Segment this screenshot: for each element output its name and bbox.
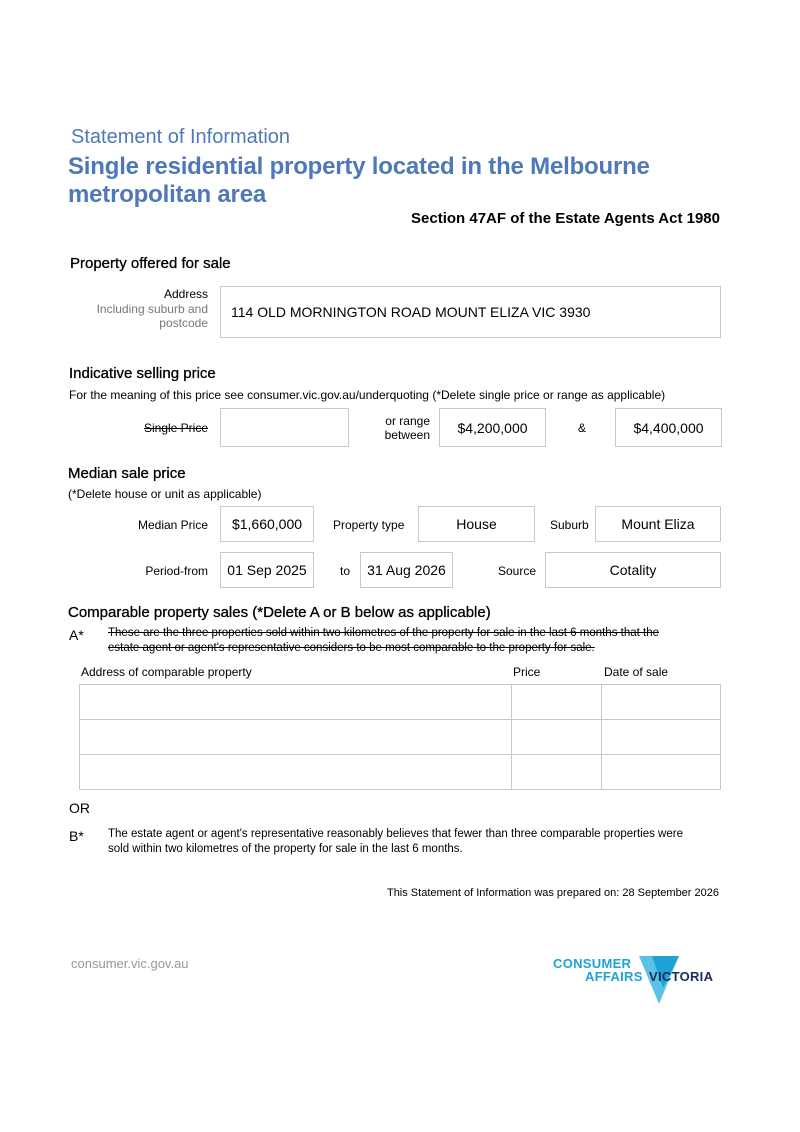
property-heading: Property offered for sale: [70, 255, 231, 272]
suburb-field[interactable]: [595, 506, 721, 542]
address-value: 114 OLD MORNINGTON ROAD MOUNT ELIZA VIC 3930: [231, 304, 591, 320]
range-low-value: $4,200,000: [457, 419, 528, 436]
option-b-text-line1: The estate agent or agent's representative reasonably believes that fewer than three comparable properties were: [108, 828, 683, 840]
comparable-table: [79, 684, 721, 790]
comp-address-cell[interactable]: [80, 720, 512, 755]
table-row: [80, 720, 721, 755]
act-reference: Section 47AF of the Estate Agents Act 1980: [411, 210, 720, 227]
comp-price-cell[interactable]: [512, 720, 602, 755]
doc-title: Statement of Information: [71, 126, 291, 148]
range-label-1: or range: [385, 414, 430, 428]
comp-address-cell[interactable]: [80, 755, 512, 790]
range-high-value: $4,400,000: [633, 419, 704, 436]
period-to-label: to: [340, 564, 351, 578]
indicative-note: For the meaning of this price see consumer.vic.gov.au/underquoting (*Delete single price or range as applicable): [69, 388, 666, 402]
logo-victoria-text: VICTORIA: [649, 969, 714, 984]
median-price-value: $1,660,000: [231, 516, 303, 532]
option-a-marker: A*: [69, 627, 84, 643]
single-price-field[interactable]: [220, 408, 349, 447]
median-note: (*Delete house or unit as applicable): [68, 487, 262, 501]
period-from-value: 01 Sep 2025: [227, 562, 307, 578]
property-type-label: Property type: [333, 518, 405, 532]
table-row: [80, 685, 721, 720]
period-to-value: 31 Aug 2026: [367, 562, 446, 578]
or-separator: OR: [69, 800, 90, 816]
comp-date-cell[interactable]: [602, 755, 721, 790]
period-to-field[interactable]: [360, 552, 453, 588]
prepared-date: This Statement of Information was prepared on: 28 September 2026: [386, 887, 719, 899]
range-low-field[interactable]: [439, 408, 546, 447]
property-type-value: House: [456, 516, 497, 532]
address-sublabel-1: Including suburb and: [96, 302, 208, 316]
logo-affairs-text: AFFAIRS: [585, 969, 643, 984]
col-header-price: Price: [513, 665, 541, 679]
doc-subtitle-line2: metropolitan area: [68, 181, 266, 208]
median-price-field[interactable]: [220, 506, 314, 542]
suburb-value: Mount Eliza: [621, 516, 695, 532]
median-price-label: Median Price: [137, 518, 208, 532]
option-a-text-line1: These are the three properties sold within two kilometres of the property for sale in the last 6 months that the: [108, 627, 660, 639]
table-row: [80, 755, 721, 790]
col-header-address: Address of comparable property: [81, 665, 252, 679]
range-high-field[interactable]: [615, 408, 722, 447]
address-sublabel-2: postcode: [159, 316, 208, 330]
option-b-text-line2: sold within two kilometres of the property for sale in the last 6 months.: [108, 843, 463, 855]
consumer-affairs-victoria-logo: [551, 954, 723, 1006]
comp-address-cell[interactable]: [80, 685, 512, 720]
comparable-heading: Comparable property sales (*Delete A or B below as applicable): [68, 604, 491, 621]
comp-price-cell[interactable]: [512, 755, 602, 790]
suburb-label: Suburb: [550, 518, 589, 532]
indicative-heading: Indicative selling price: [69, 365, 216, 382]
period-from-field[interactable]: [220, 552, 314, 588]
comp-date-cell[interactable]: [602, 685, 721, 720]
option-a-text-line2: estate agent or agent's representative considers to be most comparable to the property for sale.: [108, 642, 595, 654]
col-header-date: Date of sale: [604, 665, 669, 679]
footer-website[interactable]: consumer.vic.gov.au: [71, 956, 189, 971]
logo-consumer-text: CONSUMER: [553, 956, 632, 971]
source-label: Source: [498, 564, 537, 578]
comp-price-cell[interactable]: [512, 685, 602, 720]
property-type-field[interactable]: [418, 506, 535, 542]
range-ampersand: &: [578, 421, 587, 435]
address-label: Address: [163, 287, 208, 301]
range-label-2: between: [384, 428, 430, 442]
option-b-marker: B*: [69, 828, 84, 844]
single-price-label: Single Price: [143, 421, 208, 435]
median-heading: Median sale price: [68, 465, 186, 482]
period-from-label: Period-from: [145, 564, 208, 578]
address-field[interactable]: [220, 286, 721, 338]
doc-subtitle-line1: Single residential property located in the Melbourne: [68, 153, 650, 180]
comp-date-cell[interactable]: [602, 720, 721, 755]
source-field[interactable]: [545, 552, 721, 588]
source-value: Cotality: [609, 562, 657, 578]
